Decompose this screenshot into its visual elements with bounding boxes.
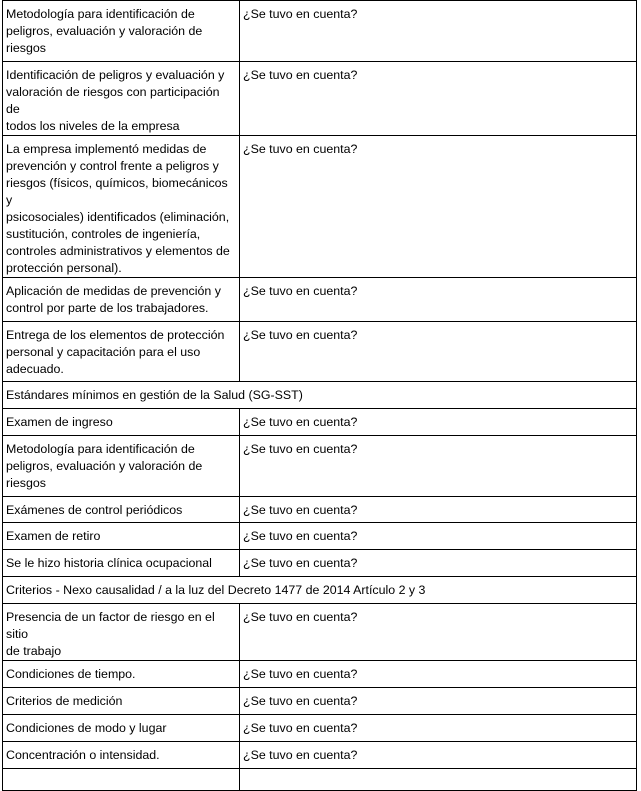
empty-row <box>3 769 637 791</box>
empty-cell <box>240 769 637 791</box>
criterion-status: ¿Se tuvo en cuenta? <box>240 688 637 715</box>
criterion-status: ¿Se tuvo en cuenta? <box>240 661 637 688</box>
section-title: Estándares mínimos en gestión de la Salud (SG-SST) <box>3 382 637 409</box>
criterion-label: Exámenes de control periódicos <box>3 497 240 523</box>
criterion-label: Presencia de un factor de riesgo en el sitio de trabajo <box>3 604 240 661</box>
criterion-status: ¿Se tuvo en cuenta? <box>240 550 637 577</box>
criterion-label: Identificación de peligros y evaluación y valoración de riesgos con participación de todos los niveles de la empresa <box>3 62 240 136</box>
table-row <box>3 278 637 322</box>
criterion-label: Metodología para identificación de peligros, evaluación y valoración de riesgos <box>3 436 240 497</box>
table-row <box>3 523 637 550</box>
criterion-status: ¿Se tuvo en cuenta? <box>240 62 637 136</box>
table-row <box>3 715 637 742</box>
criterion-label: Metodología para identificación de peligros, evaluación y valoración de riesgos <box>3 1 240 62</box>
empty-cell <box>3 769 240 791</box>
table-row <box>3 136 637 278</box>
section-header-row <box>3 577 637 604</box>
table-row <box>3 688 637 715</box>
table-row <box>3 661 637 688</box>
table-row <box>3 436 637 497</box>
table-row <box>3 550 637 577</box>
table-row <box>3 742 637 769</box>
table-row <box>3 497 637 523</box>
section-header-row <box>3 382 637 409</box>
criterion-label: Condiciones de tiempo. <box>3 661 240 688</box>
table-row <box>3 322 637 382</box>
section-title: Criterios - Nexo causalidad / a la luz del Decreto 1477 de 2014 Artículo 2 y 3 <box>3 577 637 604</box>
criterion-label: Condiciones de modo y lugar <box>3 715 240 742</box>
table-row <box>3 604 637 661</box>
criterion-status: ¿Se tuvo en cuenta? <box>240 409 637 436</box>
table-row <box>3 62 637 136</box>
criterion-label: Aplicación de medidas de prevención y control por parte de los trabajadores. <box>3 278 240 322</box>
criterion-status: ¿Se tuvo en cuenta? <box>240 742 637 769</box>
criterion-label: Entrega de los elementos de protección personal y capacitación para el uso adecuado. <box>3 322 240 382</box>
criterion-status: ¿Se tuvo en cuenta? <box>240 436 637 497</box>
criterion-status: ¿Se tuvo en cuenta? <box>240 497 637 523</box>
criterion-status: ¿Se tuvo en cuenta? <box>240 715 637 742</box>
criterion-status: ¿Se tuvo en cuenta? <box>240 1 637 62</box>
criterion-status: ¿Se tuvo en cuenta? <box>240 136 637 278</box>
criterion-status: ¿Se tuvo en cuenta? <box>240 278 637 322</box>
criterion-status: ¿Se tuvo en cuenta? <box>240 523 637 550</box>
criterion-status: ¿Se tuvo en cuenta? <box>240 322 637 382</box>
criterion-label: Examen de retiro <box>3 523 240 550</box>
criterion-label: La empresa implementó medidas de prevención y control frente a peligros y riesgos (físicos, químicos, biomecánicos y psicosociales) identificados (eliminación, sustitución, controles de ingeniería, controles administrativos y elementos de protección personal). <box>3 136 240 278</box>
criterion-label: Criterios de medición <box>3 688 240 715</box>
criterion-label: Concentración o intensidad. <box>3 742 240 769</box>
criterion-status: ¿Se tuvo en cuenta? <box>240 604 637 661</box>
criterion-label: Se le hizo historia clínica ocupacional <box>3 550 240 577</box>
criterion-label: Examen de ingreso <box>3 409 240 436</box>
table-row <box>3 409 637 436</box>
table-row <box>3 1 637 62</box>
checklist-table <box>2 0 637 791</box>
